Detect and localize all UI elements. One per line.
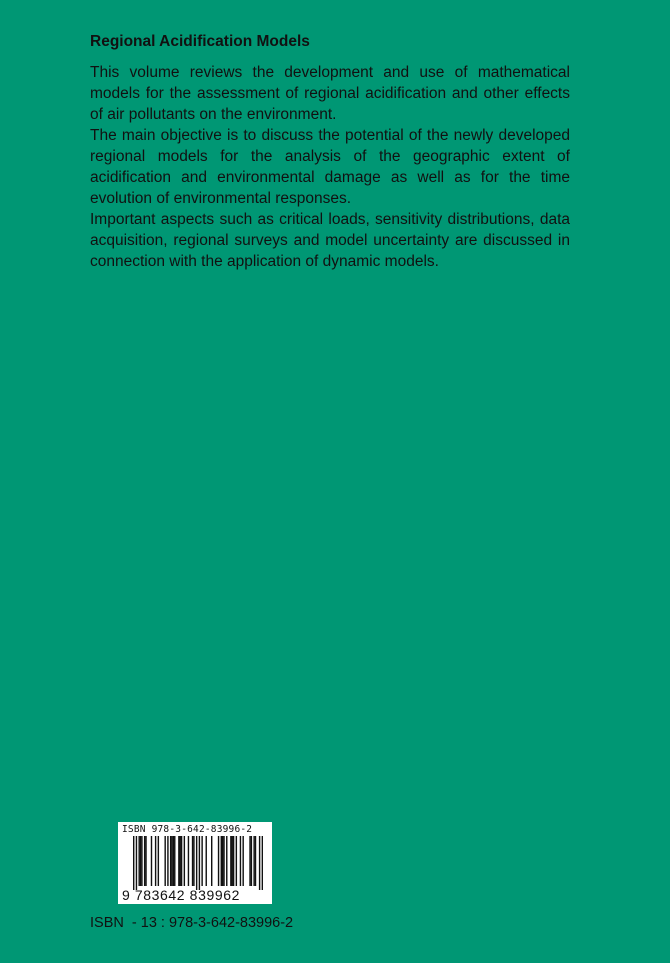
barcode-bar: [226, 836, 227, 886]
description-paragraph-3: Important aspects such as critical loads, sensitivity distributions, data acquisition, regional surveys and model uncertainty are discussed in connection with the application of dynamic models.: [90, 211, 570, 270]
barcode-bar: [249, 836, 250, 886]
barcode-bar: [144, 836, 145, 886]
barcode-bar: [136, 836, 137, 890]
barcode-bar: [174, 836, 175, 886]
barcode-bar: [199, 836, 200, 890]
barcode-bar: [145, 836, 146, 886]
barcode-bar: [173, 836, 174, 886]
barcode-bar: [167, 836, 168, 886]
barcode-bar: [184, 836, 185, 886]
barcode-bar: [158, 836, 159, 886]
barcode-bar: [155, 836, 156, 886]
barcode-bar: [262, 836, 263, 890]
barcode-bar: [232, 836, 233, 886]
barcode-bar: [164, 836, 165, 886]
barcode-bar: [223, 836, 224, 886]
barcode-bar: [196, 836, 197, 890]
barcode-bar: [222, 836, 223, 886]
barcode-bar: [259, 836, 260, 890]
barcode-bars: [133, 836, 263, 890]
back-cover-text: [90, 32, 570, 272]
barcode-bar: [255, 836, 256, 886]
barcode-bar: [242, 836, 243, 886]
barcode-bar: [193, 836, 194, 886]
barcode-bar: [171, 836, 172, 886]
barcode: [118, 822, 272, 904]
description-paragraph-2: The main objective is to discuss the potential of the newly developed regional models for the analysis of the geographic extent of acidification and environmental damage as well as for the time evolution of environmental responses.: [90, 127, 570, 207]
barcode-bar: [181, 836, 182, 886]
description-paragraph-1: This volume reviews the development and use of mathematical models for the assessment of regional acidification and other effects of air pollutants on the environment.: [90, 64, 570, 123]
barcode-bar: [253, 836, 254, 886]
barcode-bar: [230, 836, 231, 886]
barcode-bar: [133, 836, 134, 890]
book-title: Regional Acidification Models: [90, 33, 310, 50]
barcode-bar: [240, 836, 241, 886]
barcode-bar: [178, 836, 179, 886]
barcode-bar: [141, 836, 142, 886]
barcode-bar: [233, 836, 234, 886]
barcode-bar: [236, 836, 237, 886]
barcode-bar: [151, 836, 152, 886]
barcode-bar: [170, 836, 171, 886]
barcode-bar: [201, 836, 202, 886]
barcode-bar: [188, 836, 189, 886]
barcode-bar: [140, 836, 141, 886]
barcode-digits: 9 783642 839962: [122, 887, 240, 903]
barcode-bar: [180, 836, 181, 886]
barcode-bar: [206, 836, 207, 886]
barcode-bar: [221, 836, 222, 886]
barcode-bar: [218, 836, 219, 886]
isbn-13: ISBN - 13 : 978-3-642-83996-2: [90, 915, 294, 931]
barcode-bar: [251, 836, 252, 886]
barcode-bar: [138, 836, 139, 886]
barcode-bar: [211, 836, 212, 886]
barcode-isbn-text: ISBN 978-3-642-83996-2: [122, 824, 253, 835]
barcode-bar: [192, 836, 193, 886]
